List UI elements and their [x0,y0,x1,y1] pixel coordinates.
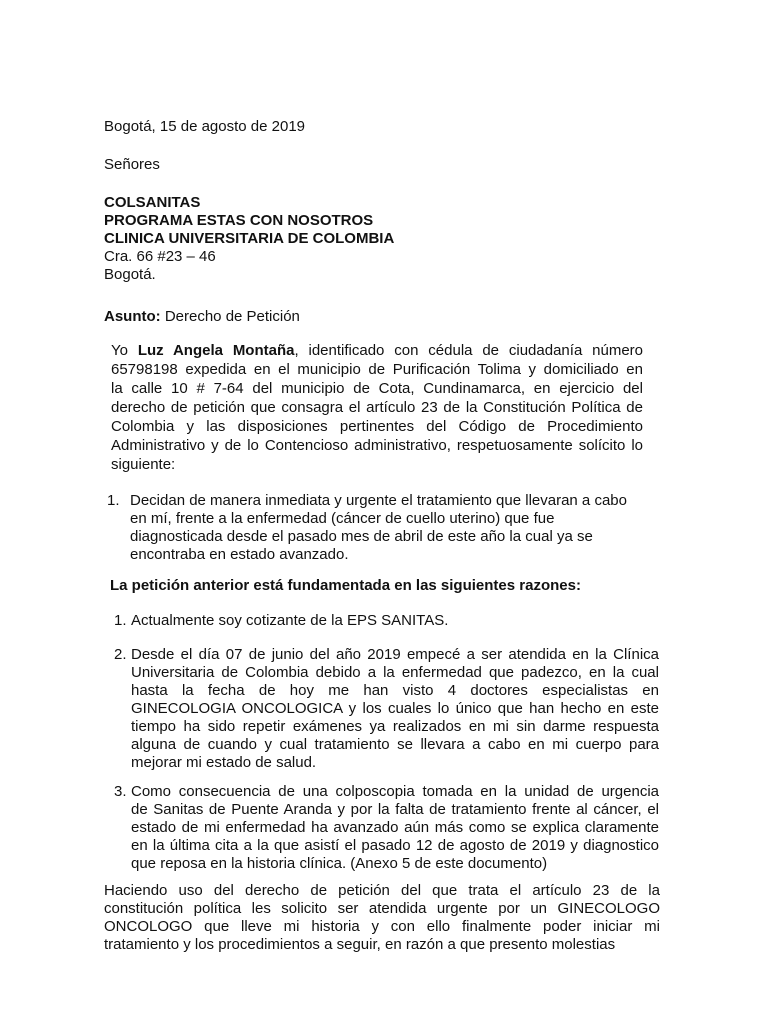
list-item-line: Decidan de manera inmediata y urgente el tratamiento que llevaran a cabo [130,492,627,509]
closing-line: ONCOLOGO que lleve mi historia y con ello finalmente poder iniciar mi [104,918,660,935]
list-item-line: estado de mi enfermedad ha avanzado aún más como se explica claramente [131,819,659,836]
intro-line: la calle 10 # 7-64 del municipio de Cota, Cundinamarca, en ejercicio del [111,380,643,397]
recipient-line-1: COLSANITAS [104,194,201,211]
list-item-line: GINECOLOGIA ONCOLOGICA y los cuales lo único que han hecho en este [131,700,659,717]
reason-2-text [131,646,659,772]
list-item-line: tiempo ha sido repetir exámenes ya realizados en mi sin darme respuesta [131,718,659,735]
closing-line: Haciendo uso del derecho de petición del que trata el artículo 23 de la [104,882,660,899]
list-item-line: en la última cita a la que asistí el pasado 12 de agosto de 2019 y diagnostico [131,837,659,854]
list-item-line: Desde el día 07 de junio del año 2019 empecé a ser atendida en la Clínica [131,646,659,663]
subject-text: Derecho de Petición [160,308,300,325]
list-item-line: hasta la fecha de hoy me han visto 4 doctores especialistas en [131,682,659,699]
list-item-line: mejorar mi estado de salud. [131,754,317,771]
petitioner-name: Luz Angela Montaña [137,342,295,359]
intro-line: Colombia y las disposiciones pertinentes del Código de Procedimiento [111,418,643,435]
list-item-line: Como consecuencia de una colposcopia tomada en la unidad de urgencia [131,783,659,800]
reasons-heading: La petición anterior está fundamentada en las siguientes razones: [110,577,581,594]
intro-line-1: Yo Luz Angela Montaña, identificado con cédula de ciudadanía número [111,342,643,359]
list-number: 1. [107,492,120,509]
closing-line: constitución política les solicito ser atendida urgente por un GINECOLOGO [104,900,660,917]
closing-line: tratamiento y los procedimientos a seguir, en razón a que presento molestias [104,936,616,953]
list-item-line: en mí, frente a la enfermedad (cáncer de cuello uterino) que fue [130,510,555,527]
list-item-line: que reposa en la historia clínica. (Anexo 5 de este documento) [131,855,548,872]
list-number: 3. [114,783,127,800]
salutation: Señores [104,156,160,173]
recipient-line-3: CLINICA UNIVERSITARIA DE COLOMBIA [104,230,395,247]
date-line: Bogotá, 15 de agosto de 2019 [104,118,306,135]
recipient-line-2: PROGRAMA ESTAS CON NOSOTROS [104,212,374,229]
recipient-address: Cra. 66 #23 – 46 [104,248,216,265]
intro-line: 65798198 expedida en el municipio de Purificación Tolima y domiciliado en [111,361,643,378]
subject-label: Asunto: [104,308,161,325]
closing-paragraph [104,882,660,954]
list-number: 2. [114,646,127,663]
intro-line: Administrativo y de lo Contencioso administrativo, respetuosamente solícito lo [111,437,643,454]
subject-line [104,308,300,326]
list-item-line: alguna de cuando y cual tratamiento se llevara a cabo en mi cuerpo para [131,736,659,753]
intro-line: derecho de petición que consagra el artículo 23 de la Constitución Política de [111,399,643,416]
list-item-line: de Sanitas de Puente Aranda y por la falta de tratamiento frente al cáncer, el [131,801,659,818]
intro-line: siguiente: [111,456,176,473]
intro-paragraph [111,341,643,474]
list-item-line: encontraba en estado avanzado. [130,546,349,563]
list-item-line: Universitaria de Colombia debido a la enfermedad que padezco, en la cual [131,664,659,681]
recipient-city: Bogotá. [104,266,156,283]
list-item-line: Actualmente soy cotizante de la EPS SANITAS. [131,612,449,629]
list-item-line: diagnosticada desde el pasado mes de abril de este año la cual ya se [130,528,593,545]
reason-3-text [131,783,659,873]
list-number: 1. [114,612,127,629]
